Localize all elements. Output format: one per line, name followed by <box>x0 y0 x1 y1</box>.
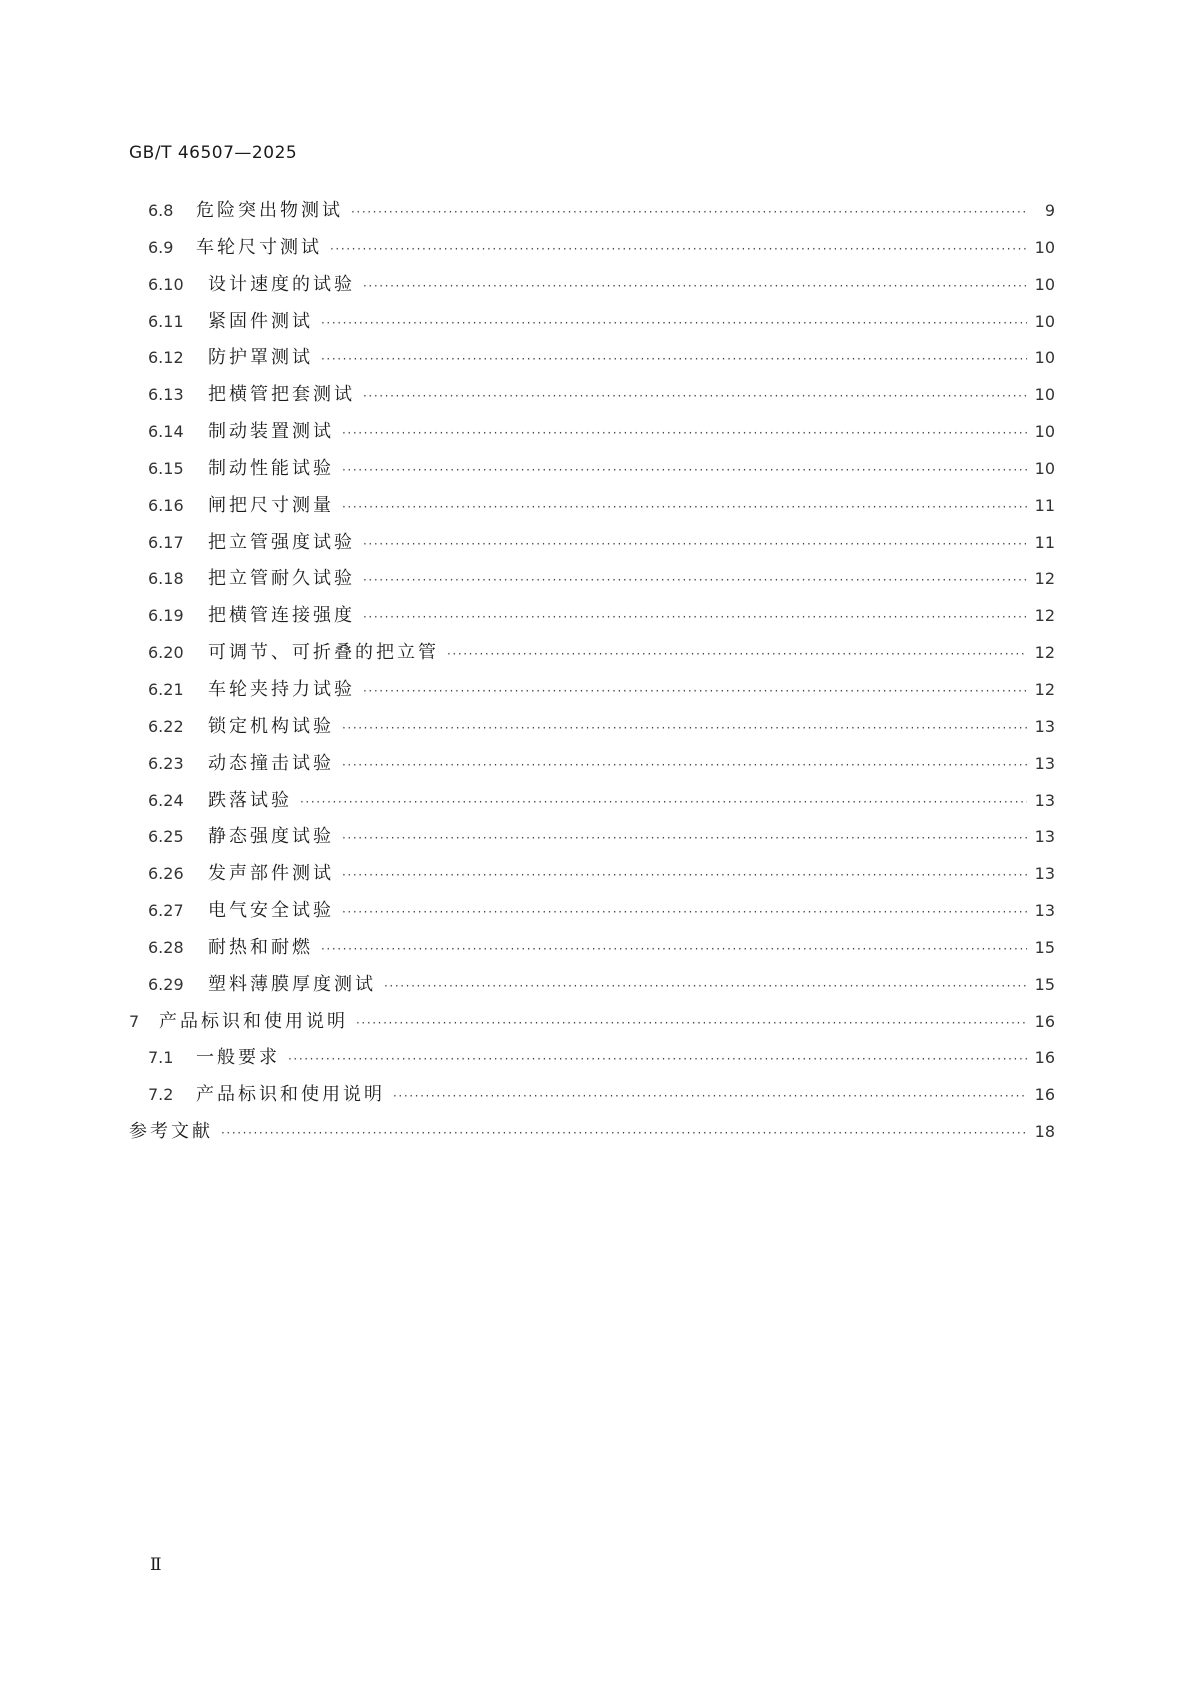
toc-entry-page: 16 <box>1034 1011 1055 1031</box>
toc-entry-number: 6.8 <box>148 201 174 220</box>
toc-entry-page: 10 <box>1034 458 1055 478</box>
toc-leader-dots <box>342 820 1027 857</box>
toc-entry-title: 锁定机构试验 <box>208 715 334 737</box>
toc-entry-page: 18 <box>1034 1122 1055 1142</box>
toc-entry-number: 7 <box>129 1011 140 1031</box>
toc-entry-number: 6.14 <box>148 422 184 442</box>
toc-entry-page: 10 <box>1034 274 1055 294</box>
toc-entry-6-15[interactable] <box>129 451 1055 488</box>
page-number-footer: Ⅱ <box>150 1555 162 1575</box>
toc-entry-page: 12 <box>1034 606 1055 626</box>
toc-entry-6-28[interactable] <box>129 930 1055 967</box>
toc-entry-title: 耐热和耐燃 <box>208 936 313 958</box>
toc-entry-number: 6.26 <box>148 864 184 884</box>
toc-entry-title: 车轮尺寸测试 <box>196 236 322 258</box>
toc-entry-6-23[interactable] <box>129 746 1055 783</box>
toc-entry-page: 12 <box>1034 679 1055 699</box>
toc-entry-number: 6.13 <box>148 385 184 405</box>
toc-entry-6-14[interactable] <box>129 414 1055 451</box>
toc-entry-page: 10 <box>1034 348 1055 368</box>
toc-leader-dots <box>321 341 1027 378</box>
toc-entry-6-26[interactable] <box>129 856 1055 893</box>
toc-entry-6-22[interactable] <box>129 709 1055 746</box>
toc-entry-title: 车轮夹持力试验 <box>208 678 355 700</box>
toc-leader-dots <box>363 526 1027 563</box>
toc-entry-number: 6.18 <box>148 569 184 589</box>
toc-entry-title: 设计速度的试验 <box>208 273 355 295</box>
toc-entry-title: 产品标识和使用说明 <box>196 1084 385 1106</box>
toc-entry-page: 13 <box>1034 716 1055 736</box>
toc-entry-6-13[interactable] <box>129 377 1055 414</box>
toc-entry-number: 6.10 <box>148 274 184 294</box>
toc-entry-title: 把立管耐久试验 <box>208 568 355 590</box>
toc-entry-title: 电气安全试验 <box>208 900 334 922</box>
toc-leader-dots <box>363 378 1027 415</box>
toc-entry-title: 闸把尺寸测量 <box>208 494 334 516</box>
toc-entry-number: 6.27 <box>148 901 184 921</box>
toc-leader-dots <box>221 1115 1027 1152</box>
toc-entry-title: 静态强度试验 <box>208 826 334 848</box>
toc-entry-page: 10 <box>1034 422 1055 442</box>
toc-entry-6-29[interactable] <box>129 967 1055 1004</box>
toc-entry-page: 15 <box>1034 937 1055 957</box>
toc-entry-page: 13 <box>1034 790 1055 810</box>
toc-leader-dots <box>321 305 1027 342</box>
toc-entry-6-27[interactable] <box>129 893 1055 930</box>
toc-leader-dots <box>321 931 1027 968</box>
toc-entry-number: 7.1 <box>148 1048 174 1068</box>
toc-entry-title: 参考文献 <box>129 1121 213 1143</box>
toc-leader-dots <box>363 268 1027 305</box>
toc-entry-6-18[interactable] <box>129 561 1055 598</box>
toc-entry-number: 6.9 <box>148 237 174 257</box>
toc-leader-dots <box>363 562 1027 599</box>
toc-entry-6-16[interactable] <box>129 488 1055 525</box>
toc-entry-title: 动态撞击试验 <box>208 752 334 774</box>
toc-entry-number: 6.15 <box>148 458 184 478</box>
toc-entry-number: 6.24 <box>148 790 184 810</box>
toc-entry-number: 6.29 <box>148 974 184 994</box>
toc-leader-dots <box>342 489 1027 526</box>
toc-entry-number: 6.28 <box>148 937 184 957</box>
toc-entry-title: 制动装置测试 <box>208 421 334 443</box>
toc-entry-title: 可调节、可折叠的把立管 <box>208 642 439 664</box>
toc-leader-dots <box>288 1041 1027 1078</box>
toc-entry-number: 6.19 <box>148 606 184 626</box>
toc-entry-page: 12 <box>1034 643 1055 663</box>
toc-leader-dots <box>342 747 1027 784</box>
toc-entry-page: 12 <box>1034 569 1055 589</box>
toc-entry-6-10[interactable] <box>129 267 1055 304</box>
toc-entry-page: 13 <box>1034 864 1055 884</box>
toc-leader-dots <box>342 710 1027 747</box>
toc-entry-number: 6.11 <box>148 311 184 331</box>
toc-entry-page: 11 <box>1034 495 1055 515</box>
toc-entry-number: 6.20 <box>148 643 184 663</box>
toc-leader-dots <box>393 1078 1027 1115</box>
toc-entry-title: 防护罩测试 <box>208 347 313 369</box>
toc-leader-dots <box>351 194 1027 231</box>
toc-entry-page: 16 <box>1034 1085 1055 1105</box>
toc-leader-dots <box>342 415 1027 452</box>
toc-leader-dots <box>330 231 1027 268</box>
toc-entry-number: 6.22 <box>148 716 184 736</box>
toc-entry-page: 15 <box>1034 974 1055 994</box>
toc-entry-title: 产品标识和使用说明 <box>159 1010 348 1032</box>
toc-entry-page: 13 <box>1034 827 1055 847</box>
toc-entry-title: 危险突出物测试 <box>196 200 343 221</box>
toc-entry-number: 6.21 <box>148 679 184 699</box>
toc-entry-7[interactable] <box>129 1004 1055 1041</box>
toc-entry-6-20[interactable] <box>129 635 1055 672</box>
toc-leader-dots <box>447 636 1027 673</box>
table-of-contents <box>129 193 1055 1151</box>
toc-entry-title: 把横管把套测试 <box>208 384 355 406</box>
toc-entry-number: 6.16 <box>148 495 184 515</box>
toc-entry-number: 6.17 <box>148 532 184 552</box>
toc-entry-page: 11 <box>1034 532 1055 552</box>
toc-entry-page: 16 <box>1034 1048 1055 1068</box>
toc-entry-6-24[interactable] <box>129 783 1055 820</box>
toc-entry-title: 把横管连接强度 <box>208 605 355 627</box>
toc-entry-title: 紧固件测试 <box>208 310 313 332</box>
toc-entry-6-9[interactable] <box>129 230 1055 267</box>
toc-entry-title: 把立管强度试验 <box>208 531 355 553</box>
toc-entry-6-12[interactable] <box>129 340 1055 377</box>
toc-entry-page: 10 <box>1034 385 1055 405</box>
toc-entry-page: 13 <box>1034 753 1055 773</box>
toc-leader-dots <box>342 857 1027 894</box>
toc-entry-title: 发声部件测试 <box>208 863 334 885</box>
toc-entry-6-17[interactable] <box>129 525 1055 562</box>
toc-entry-6-21[interactable] <box>129 672 1055 709</box>
toc-entry-title: 制动性能试验 <box>208 457 334 479</box>
toc-leader-dots <box>363 599 1027 636</box>
toc-entry-page: 10 <box>1034 237 1055 257</box>
toc-leader-dots <box>363 673 1027 710</box>
toc-entry-6-19[interactable] <box>129 598 1055 635</box>
toc-entry-number: 6.23 <box>148 753 184 773</box>
toc-entry-6-8[interactable] <box>129 193 1055 230</box>
toc-entry-6-11[interactable] <box>129 304 1055 341</box>
toc-entry-page: 13 <box>1034 901 1055 921</box>
toc-entry-number: 6.12 <box>148 348 184 368</box>
standard-code-header: GB/T 46507—2025 <box>129 143 298 163</box>
toc-leader-dots <box>300 784 1027 821</box>
toc-entry-title: 一般要求 <box>196 1047 280 1069</box>
toc-entry-7-2[interactable] <box>129 1077 1055 1114</box>
toc-leader-dots <box>342 452 1027 489</box>
toc-entry-title: 塑料薄膜厚度测试 <box>208 973 376 995</box>
toc-leader-dots <box>342 894 1027 931</box>
toc-leader-dots <box>356 1005 1027 1042</box>
toc-entry-references[interactable] <box>129 1114 1055 1151</box>
toc-entry-number: 7.2 <box>148 1085 174 1105</box>
toc-entry-page: 10 <box>1034 311 1055 331</box>
toc-entry-page: 9 <box>1044 201 1055 220</box>
toc-entry-6-25[interactable] <box>129 819 1055 856</box>
toc-leader-dots <box>384 968 1027 1005</box>
toc-entry-title: 跌落试验 <box>208 789 292 811</box>
toc-entry-number: 6.25 <box>148 827 184 847</box>
toc-entry-7-1[interactable] <box>129 1040 1055 1077</box>
